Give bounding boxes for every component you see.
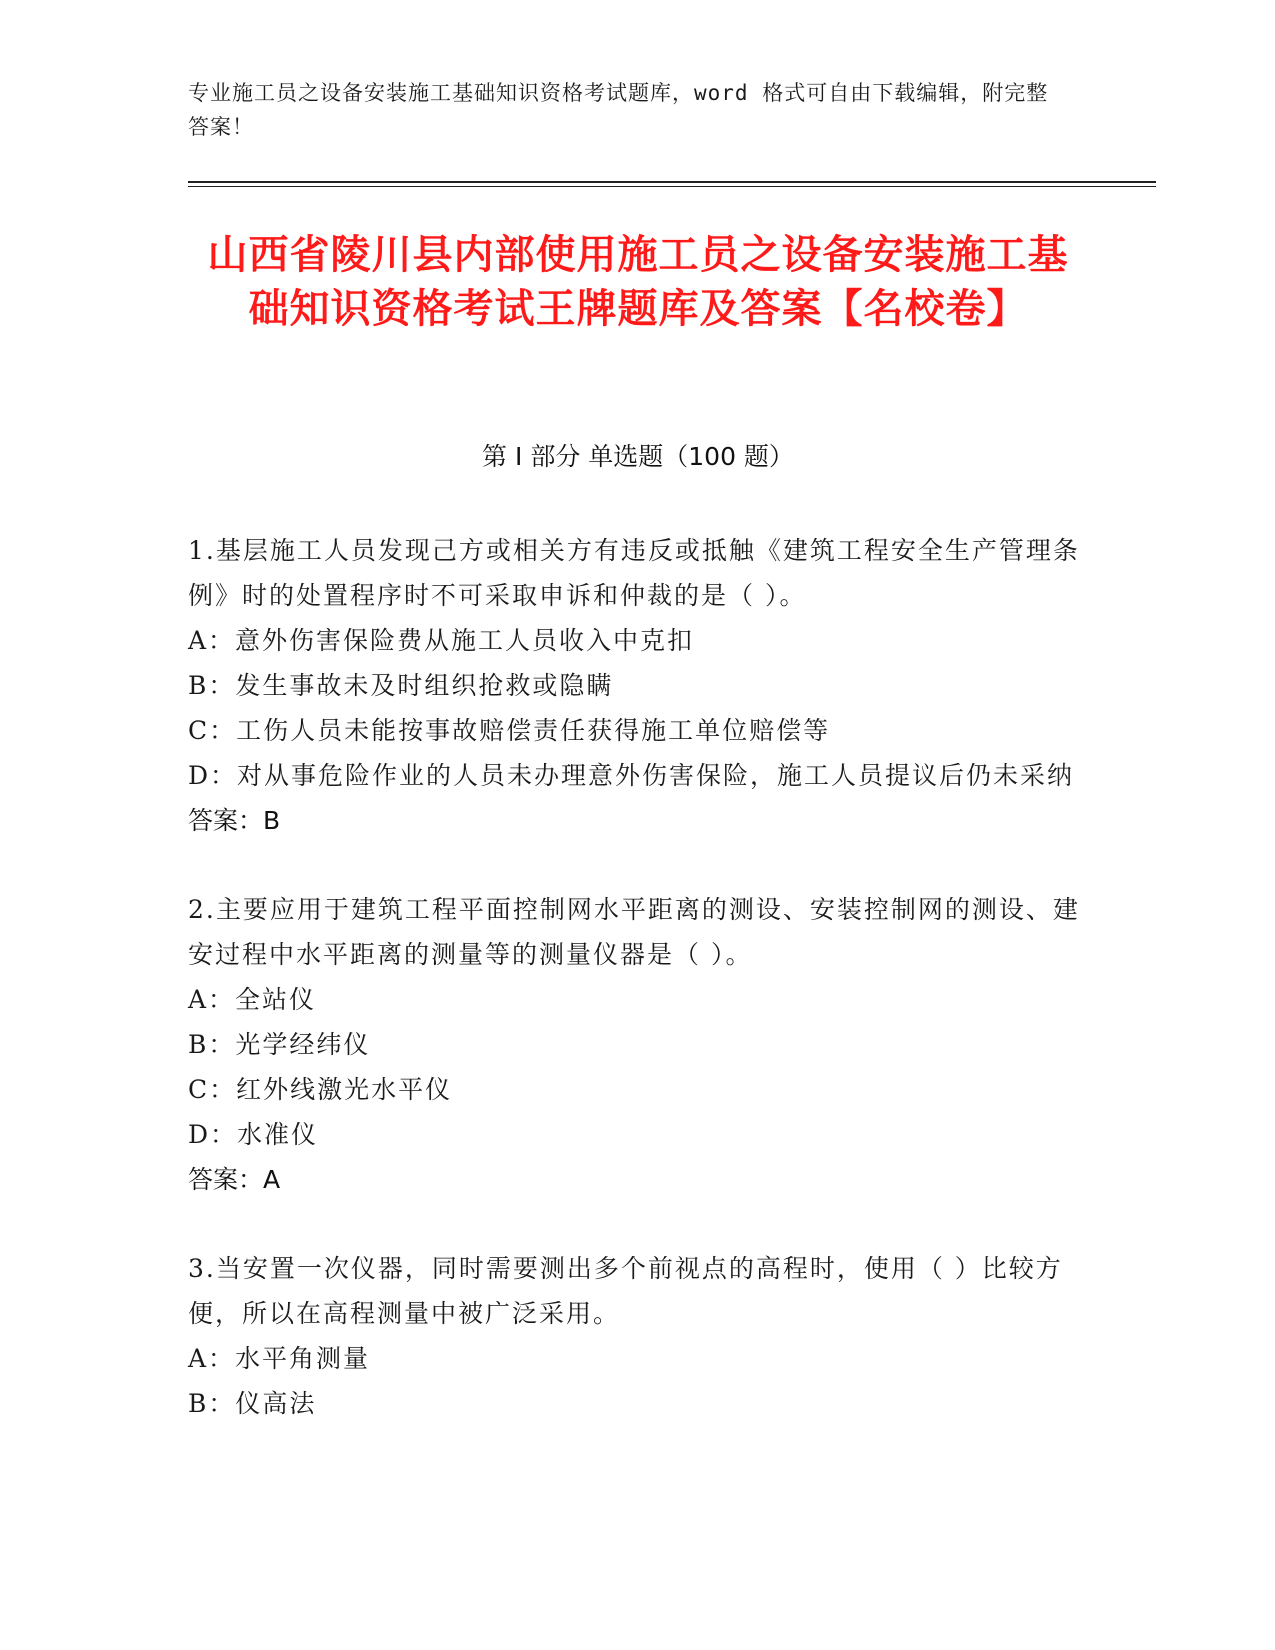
option-a: A：全站仪	[188, 985, 317, 1014]
option-a: A：水平角测量	[188, 1344, 371, 1373]
option-d: D：对从事危险作业的人员未办理意外伤害保险，施工人员提议后仍未采纳	[188, 761, 1075, 790]
option-c: C：红外线激光水平仪	[188, 1075, 453, 1104]
question-2	[188, 887, 1080, 1202]
question-3	[188, 1246, 1080, 1426]
option-b: B：光学经纬仪	[188, 1030, 371, 1059]
option-a: A：意外伤害保险费从施工人员收入中克扣	[188, 626, 695, 655]
question-list	[188, 528, 1080, 1470]
header-divider-thin	[188, 186, 1156, 187]
question-stem: 1.基层施工人员发现己方或相关方有违反或抵触《建筑工程安全生产管理条例》时的处置程序时不可采取申诉和仲裁的是（ ）。	[188, 536, 1080, 610]
header-note: 专业施工员之设备安装施工基础知识资格考试题库，word 格式可自由下载编辑，附完整答案！	[188, 81, 1049, 139]
option-d: D：水准仪	[188, 1120, 319, 1149]
answer-label: 答案：B	[188, 806, 281, 835]
question-1	[188, 528, 1080, 843]
option-c: C：工伤人员未能按事故赔偿责任获得施工单位赔偿等	[188, 716, 831, 745]
section-heading: 第 I 部分 单选题（100 题）	[482, 442, 794, 471]
question-stem: 3.当安置一次仪器，同时需要测出多个前视点的高程时，使用（ ）比较方便，所以在高程测量中被广泛采用。	[188, 1254, 1063, 1328]
question-stem: 2.主要应用于建筑工程平面控制网水平距离的测设、安装控制网的测设、建安过程中水平距离的测量等的测量仪器是（ ）。	[188, 895, 1080, 969]
document-title: 山西省陵川县内部使用施工员之设备安装施工基础知识资格考试王牌题库及答案【名校卷】	[207, 232, 1069, 332]
option-b: B：仪高法	[188, 1389, 317, 1418]
option-b: B：发生事故未及时组织抢救或隐瞒	[188, 671, 614, 700]
header-divider	[188, 181, 1156, 183]
answer-label: 答案：A	[188, 1165, 281, 1194]
